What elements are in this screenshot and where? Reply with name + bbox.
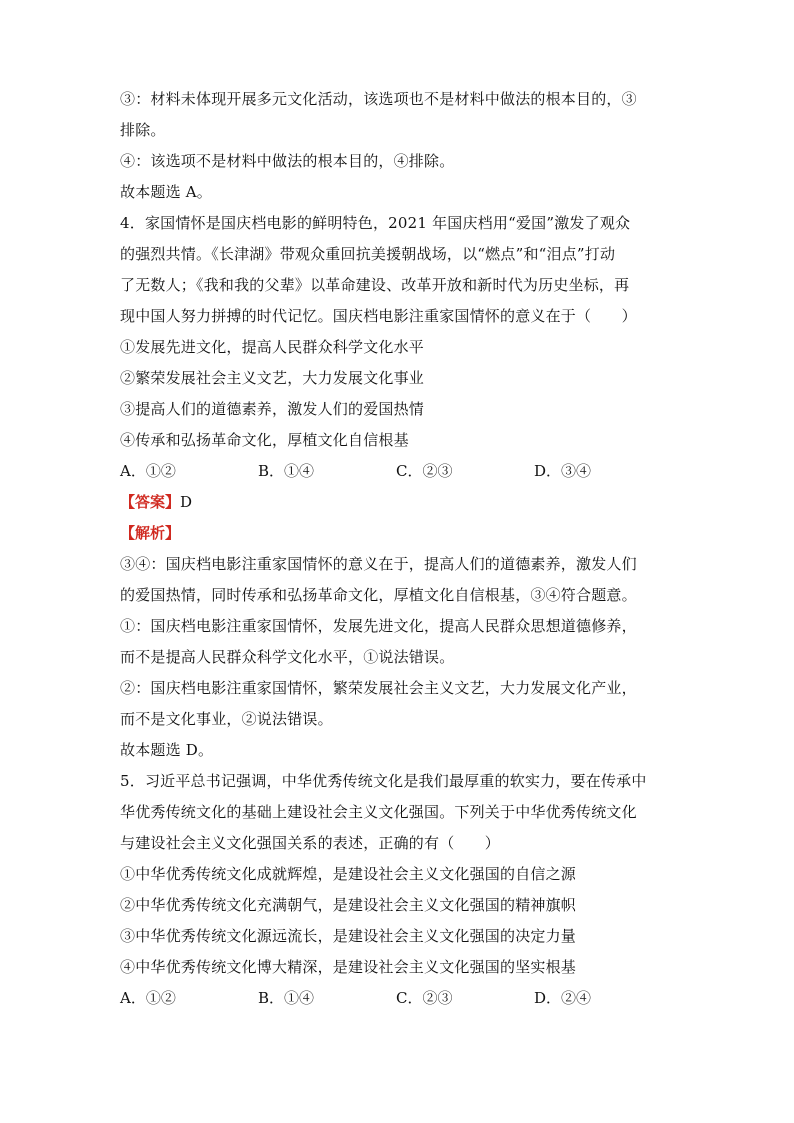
analysis-line: 而不是提高人民群众科学文化水平，①说法错误。 bbox=[120, 648, 455, 666]
question-stem-line: 4．家国情怀是国庆档电影的鲜明特色，2021 年国庆档用“爱国”激发了观众 bbox=[120, 214, 631, 232]
statement-item: ④中华优秀传统文化博大精深，是建设社会主义文化强国的坚实根基 bbox=[120, 958, 577, 976]
statement-item: ①发展先进文化，提高人民群众科学文化水平 bbox=[120, 338, 425, 356]
option-a: A．①② bbox=[120, 989, 176, 1007]
analysis-line: 而不是文化事业，②说法错误。 bbox=[120, 710, 333, 728]
options-row bbox=[120, 456, 680, 487]
option-d: D．③④ bbox=[534, 462, 592, 480]
option-a: A．①② bbox=[120, 462, 176, 480]
answer-line bbox=[120, 487, 680, 518]
analysis-line: ②：国庆档电影注重家国情怀，繁荣发展社会主义文艺，大力发展文化产业， bbox=[120, 679, 637, 697]
analysis-line: 的爱国热情，同时传承和弘扬革命文化，厚植文化自信根基，③④符合题意。 bbox=[120, 586, 637, 604]
statement-item: ③中华优秀传统文化源远流长，是建设社会主义文化强国的决定力量 bbox=[120, 927, 577, 945]
explanation-conclusion: 故本题选 A。 bbox=[120, 183, 213, 201]
question-4 bbox=[120, 208, 680, 766]
statement-item: ④传承和弘扬革命文化，厚植文化自信根基 bbox=[120, 431, 409, 449]
question-5 bbox=[120, 766, 680, 1014]
statement-item: ①中华优秀传统文化成就辉煌，是建设社会主义文化强国的自信之源 bbox=[120, 865, 577, 883]
analysis-conclusion: 故本题选 D。 bbox=[120, 741, 214, 759]
explanation-line: ④：该选项不是材料中做法的根本目的，④排除。 bbox=[120, 152, 455, 170]
document-page bbox=[120, 84, 680, 1014]
question-stem-line: 5．习近平总书记强调，中华优秀传统文化是我们最厚重的软实力，要在传承中 bbox=[120, 772, 647, 790]
answer-value: D bbox=[180, 493, 193, 511]
analysis-heading bbox=[120, 518, 680, 549]
statement-item: ②繁荣发展社会主义文艺，大力发展文化事业 bbox=[120, 369, 425, 387]
options-row bbox=[120, 983, 680, 1014]
option-b: B．①④ bbox=[258, 462, 315, 480]
question-stem-line: 的强烈共情。《长津湖》带观众重回抗美援朝战场，以“燃点”和“泪点”打动 bbox=[120, 245, 616, 263]
question-stem-line: 现中国人努力拼搏的时代记忆。国庆档电影注重家国情怀的意义在于（ ） bbox=[120, 307, 637, 325]
analysis-tag: 【解析】 bbox=[120, 524, 181, 542]
statement-item: ②中华优秀传统文化充满朝气，是建设社会主义文化强国的精神旗帜 bbox=[120, 896, 577, 914]
option-d: D．②④ bbox=[534, 989, 592, 1007]
statement-item: ③提高人们的道德素养，激发人们的爱国热情 bbox=[120, 400, 425, 418]
analysis-line: ①：国庆档电影注重家国情怀，发展先进文化，提高人民群众思想道德修养， bbox=[120, 617, 637, 635]
question-stem-line: 华优秀传统文化的基础上建设社会主义文化强国。下列关于中华优秀传统文化 bbox=[120, 803, 637, 821]
explanation-line: ③：材料未体现开展多元文化活动，该选项也不是材料中做法的根本目的，③ bbox=[120, 90, 637, 108]
question-stem-line: 与建设社会主义文化强国关系的表述，正确的有（ ） bbox=[120, 834, 501, 852]
question-stem-line: 了无数人；《我和我的父辈》以革命建设、改革开放和新时代为历史坐标，再 bbox=[120, 276, 630, 294]
option-c: C．②③ bbox=[396, 462, 453, 480]
option-c: C．②③ bbox=[396, 989, 453, 1007]
analysis-line: ③④：国庆档电影注重家国情怀的意义在于，提高人们的道德素养，激发人们 bbox=[120, 555, 637, 573]
prev-explanation bbox=[120, 84, 680, 208]
option-b: B．①④ bbox=[258, 989, 315, 1007]
answer-tag: 【答案】 bbox=[120, 493, 181, 511]
explanation-line: 排除。 bbox=[120, 121, 166, 139]
